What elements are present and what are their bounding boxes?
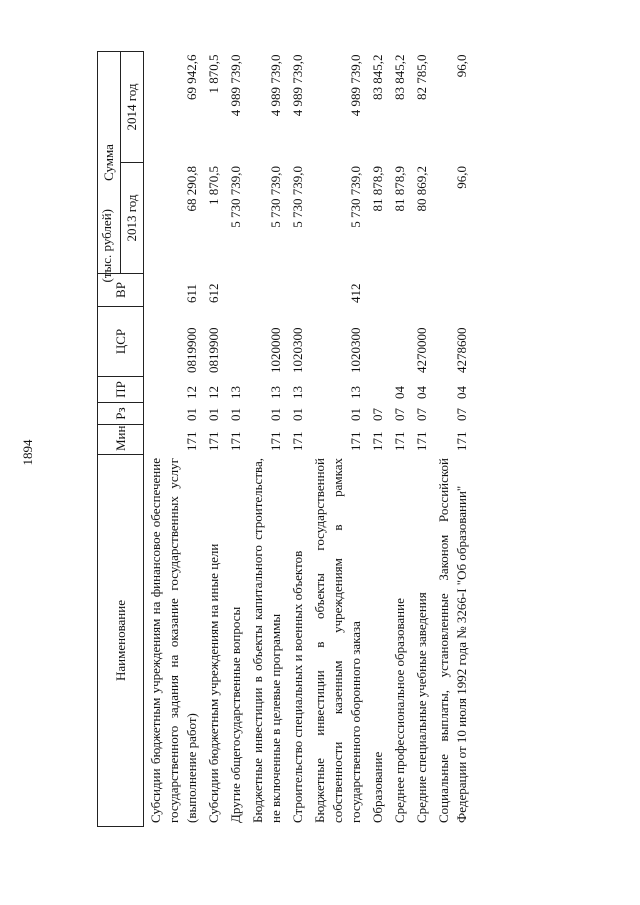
table-row <box>286 52 308 827</box>
row-value-2013: 5 730 739,0 <box>268 166 283 228</box>
header-rz: Рз <box>98 403 144 425</box>
row-pr: 12 <box>184 386 199 399</box>
row-min: 171 <box>454 431 469 451</box>
row-vr <box>432 274 472 307</box>
row-name: Средние специальные учебные заведения <box>414 592 429 823</box>
row-name: Социальные выплаты, установленные Законом Российской Федерации от 10 июля 1992 года № 3266-I "Об образовании" <box>436 458 469 823</box>
row-vr <box>286 274 308 307</box>
row-rz: 07 <box>370 408 385 421</box>
table-row <box>388 52 410 827</box>
row-pr: 04 <box>414 386 429 399</box>
row-csr: 1020300 <box>290 327 305 373</box>
row-min: 171 <box>206 431 221 451</box>
row-value-2013: 5 730 739,0 <box>348 166 363 228</box>
row-name: Субсидии бюджетным учреждениям на иные цели <box>206 543 221 823</box>
row-value-2014: 4 989 739,0 <box>290 54 305 117</box>
header-csr: ЦСР <box>98 307 144 377</box>
row-vr <box>410 274 432 307</box>
row-csr: 1020000 <box>268 327 283 373</box>
row-rz: 01 <box>184 408 199 421</box>
row-min: 171 <box>392 431 407 451</box>
row-min: 171 <box>290 431 305 451</box>
budget-table-container <box>97 52 472 827</box>
row-rz: 01 <box>348 408 363 421</box>
row-vr <box>246 274 286 307</box>
row-name: Субсидии бюджетным учреждениям на финансовое обеспечение государственного задания на оказание государственных услуг (выполнение работ) <box>148 458 199 823</box>
row-csr <box>224 307 246 377</box>
row-value-2013: 81 878,9 <box>370 166 385 212</box>
row-value-2014: 4 989 739,0 <box>348 54 363 117</box>
row-pr: 13 <box>348 386 363 399</box>
row-name: Строительство специальных и военных объектов <box>290 550 305 823</box>
table-row <box>366 52 388 827</box>
row-value-2013: 81 878,9 <box>392 166 407 212</box>
table-row <box>246 52 286 827</box>
row-csr: 0819900 <box>184 327 199 373</box>
row-value-2014: 96,0 <box>454 54 469 78</box>
row-value-2013: 80 869,2 <box>414 166 429 212</box>
row-name: Бюджетные инвестиции в объекты капитального строительства, не включенные в целевые программы <box>250 458 283 823</box>
row-rz: 01 <box>290 408 305 421</box>
row-csr <box>388 307 410 377</box>
row-name: Среднее профессиональное образование <box>392 598 407 823</box>
row-rz: 07 <box>454 408 469 421</box>
row-value-2013: 5 730 739,0 <box>228 166 243 228</box>
row-pr <box>366 377 388 403</box>
row-value-2014: 4 989 739,0 <box>228 54 243 117</box>
header-sum: Сумма <box>98 52 121 274</box>
row-value-2014: 82 785,0 <box>414 54 429 100</box>
row-value-2014: 4 989 739,0 <box>268 54 283 117</box>
budget-table <box>97 51 472 827</box>
header-year-2014: 2014 год <box>121 52 144 163</box>
row-pr: 13 <box>268 386 283 399</box>
row-value-2014: 83 845,2 <box>392 54 407 100</box>
row-vr <box>224 274 246 307</box>
row-value-2013: 68 290,8 <box>184 166 199 212</box>
row-rz: 01 <box>206 408 221 421</box>
table-row <box>432 52 472 827</box>
row-vr: 612 <box>206 283 221 303</box>
row-min: 171 <box>348 431 363 451</box>
table-row <box>202 52 224 827</box>
row-vr <box>366 274 388 307</box>
row-value-2014: 1 870,5 <box>206 54 221 94</box>
row-value-2013: 5 730 739,0 <box>290 166 305 228</box>
table-body <box>144 52 473 827</box>
row-vr <box>388 274 410 307</box>
row-value-2014: 83 845,2 <box>370 54 385 100</box>
row-name: Другие общегосударственные вопросы <box>228 606 243 823</box>
row-min: 171 <box>268 431 283 451</box>
table-row <box>308 52 366 827</box>
row-csr: 0819900 <box>206 327 221 373</box>
row-pr: 13 <box>228 386 243 399</box>
row-name: Образование <box>370 751 385 823</box>
row-min: 171 <box>184 431 199 451</box>
row-value-2013: 1 870,5 <box>206 166 221 205</box>
table-header <box>98 52 144 827</box>
row-csr <box>366 307 388 377</box>
row-rz: 07 <box>414 408 429 421</box>
table-row <box>224 52 246 827</box>
header-pr: ПР <box>98 377 144 403</box>
row-vr: 611 <box>184 283 199 303</box>
row-min: 171 <box>228 431 243 451</box>
row-rz: 07 <box>392 408 407 421</box>
page-number: 1894 <box>20 439 35 466</box>
header-min: Мин <box>98 425 144 455</box>
table-row <box>144 52 203 827</box>
row-csr: 4270000 <box>414 327 429 373</box>
row-pr: 13 <box>290 386 305 399</box>
row-value-2013: 96,0 <box>454 166 469 189</box>
row-pr: 04 <box>392 386 407 399</box>
row-pr: 12 <box>206 386 221 399</box>
row-min: 171 <box>414 431 429 451</box>
row-value-2014: 69 942,6 <box>184 54 199 100</box>
row-rz: 01 <box>228 408 243 421</box>
units-label: (тыс. рублей) <box>99 209 114 283</box>
row-csr: 4278600 <box>454 327 469 373</box>
row-rz: 01 <box>268 408 283 421</box>
row-min: 171 <box>370 431 385 451</box>
header-year-2013: 2013 год <box>121 163 144 274</box>
table-row <box>410 52 432 827</box>
row-vr: 412 <box>348 283 363 303</box>
header-name: Наименование <box>98 455 144 827</box>
header-vr: ВР <box>98 274 144 307</box>
row-name: Бюджетные инвестиции в объекты государственной собственности казенным учреждениям в рамках государственного оборонного заказа <box>312 458 363 823</box>
row-pr: 04 <box>454 386 469 399</box>
row-csr: 1020300 <box>348 327 363 373</box>
